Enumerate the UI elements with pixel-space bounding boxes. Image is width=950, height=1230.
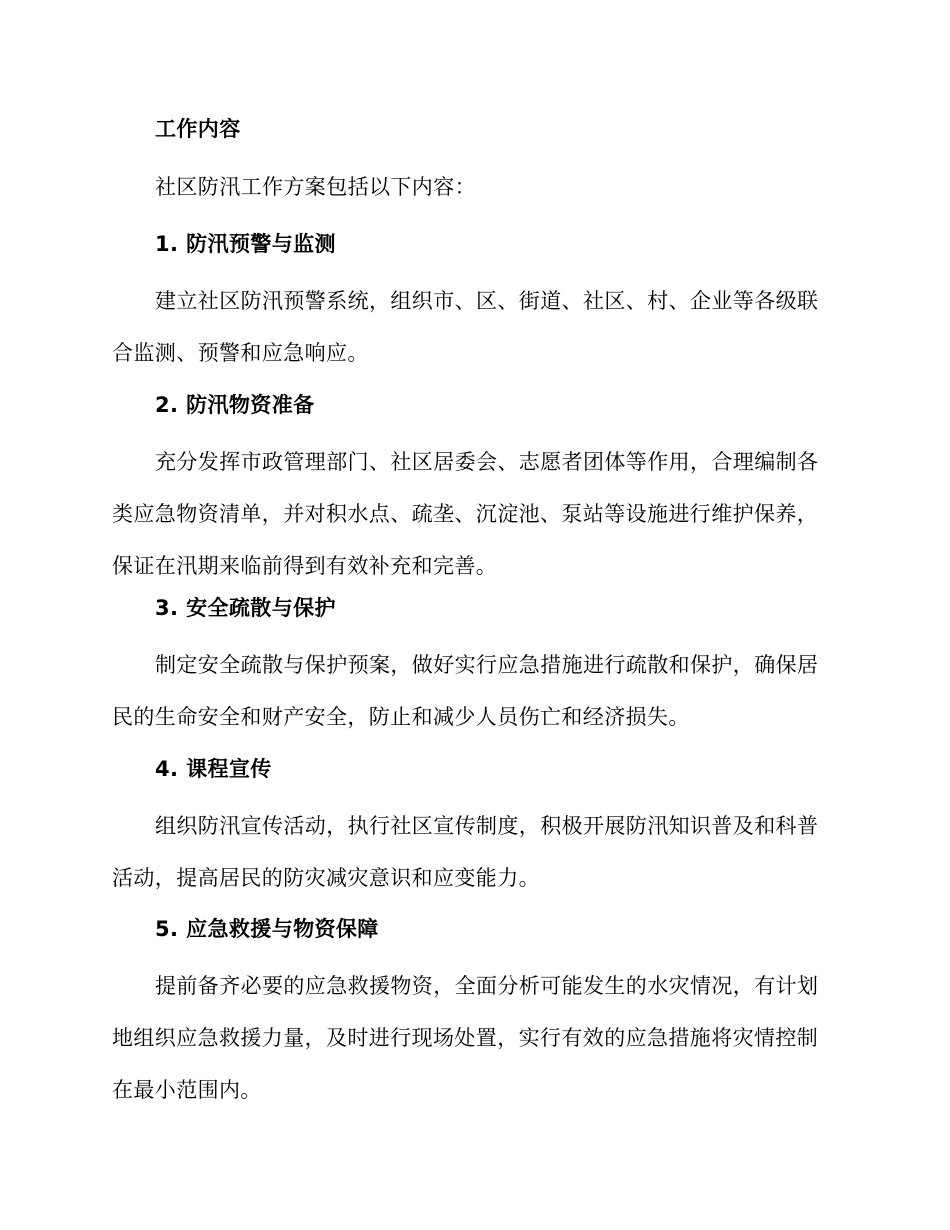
item-5-body: 提前备齐必要的应急救援物资，全面分析可能发生的水灾情况，有计划地组织应急救援力量，及时进行现场处置，实行有效的应急措施将灾情控制在最小范围内。 bbox=[112, 974, 819, 1102]
section-title: 工作内容 bbox=[155, 117, 241, 141]
item-5-heading: 5. 应急救援与物资保障 bbox=[155, 917, 379, 941]
item-4-body: 组织防汛宣传活动，执行社区宣传制度，积极开展防汛知识普及和科普活动，提高居民的防灾减灾意识和应变能力。 bbox=[112, 814, 819, 890]
item-2-body: 充分发挥市政管理部门、社区居委会、志愿者团体等作用，合理编制各类应急物资清单，并对积水点、疏垄、沉淀池、泵站等设施进行维护保养，保证在汛期来临前得到有效补充和完善。 bbox=[112, 450, 819, 578]
item-1-body: 建立社区防汛预警系统，组织市、区、街道、社区、村、企业等各级联合监测、预警和应急响应。 bbox=[112, 289, 819, 365]
item-1-heading: 1. 防汛预警与监测 bbox=[155, 232, 336, 256]
item-4-heading: 4. 课程宣传 bbox=[155, 757, 272, 781]
item-3-body: 制定安全疏散与保护预案，做好实行应急措施进行疏散和保护，确保居民的生命安全和财产安全，防止和减少人员伤亡和经济损失。 bbox=[112, 653, 819, 729]
item-2-heading: 2. 防汛物资准备 bbox=[155, 393, 315, 417]
item-3-heading: 3. 安全疏散与保护 bbox=[155, 596, 336, 620]
intro-paragraph: 社区防汛工作方案包括以下内容： bbox=[155, 175, 476, 199]
